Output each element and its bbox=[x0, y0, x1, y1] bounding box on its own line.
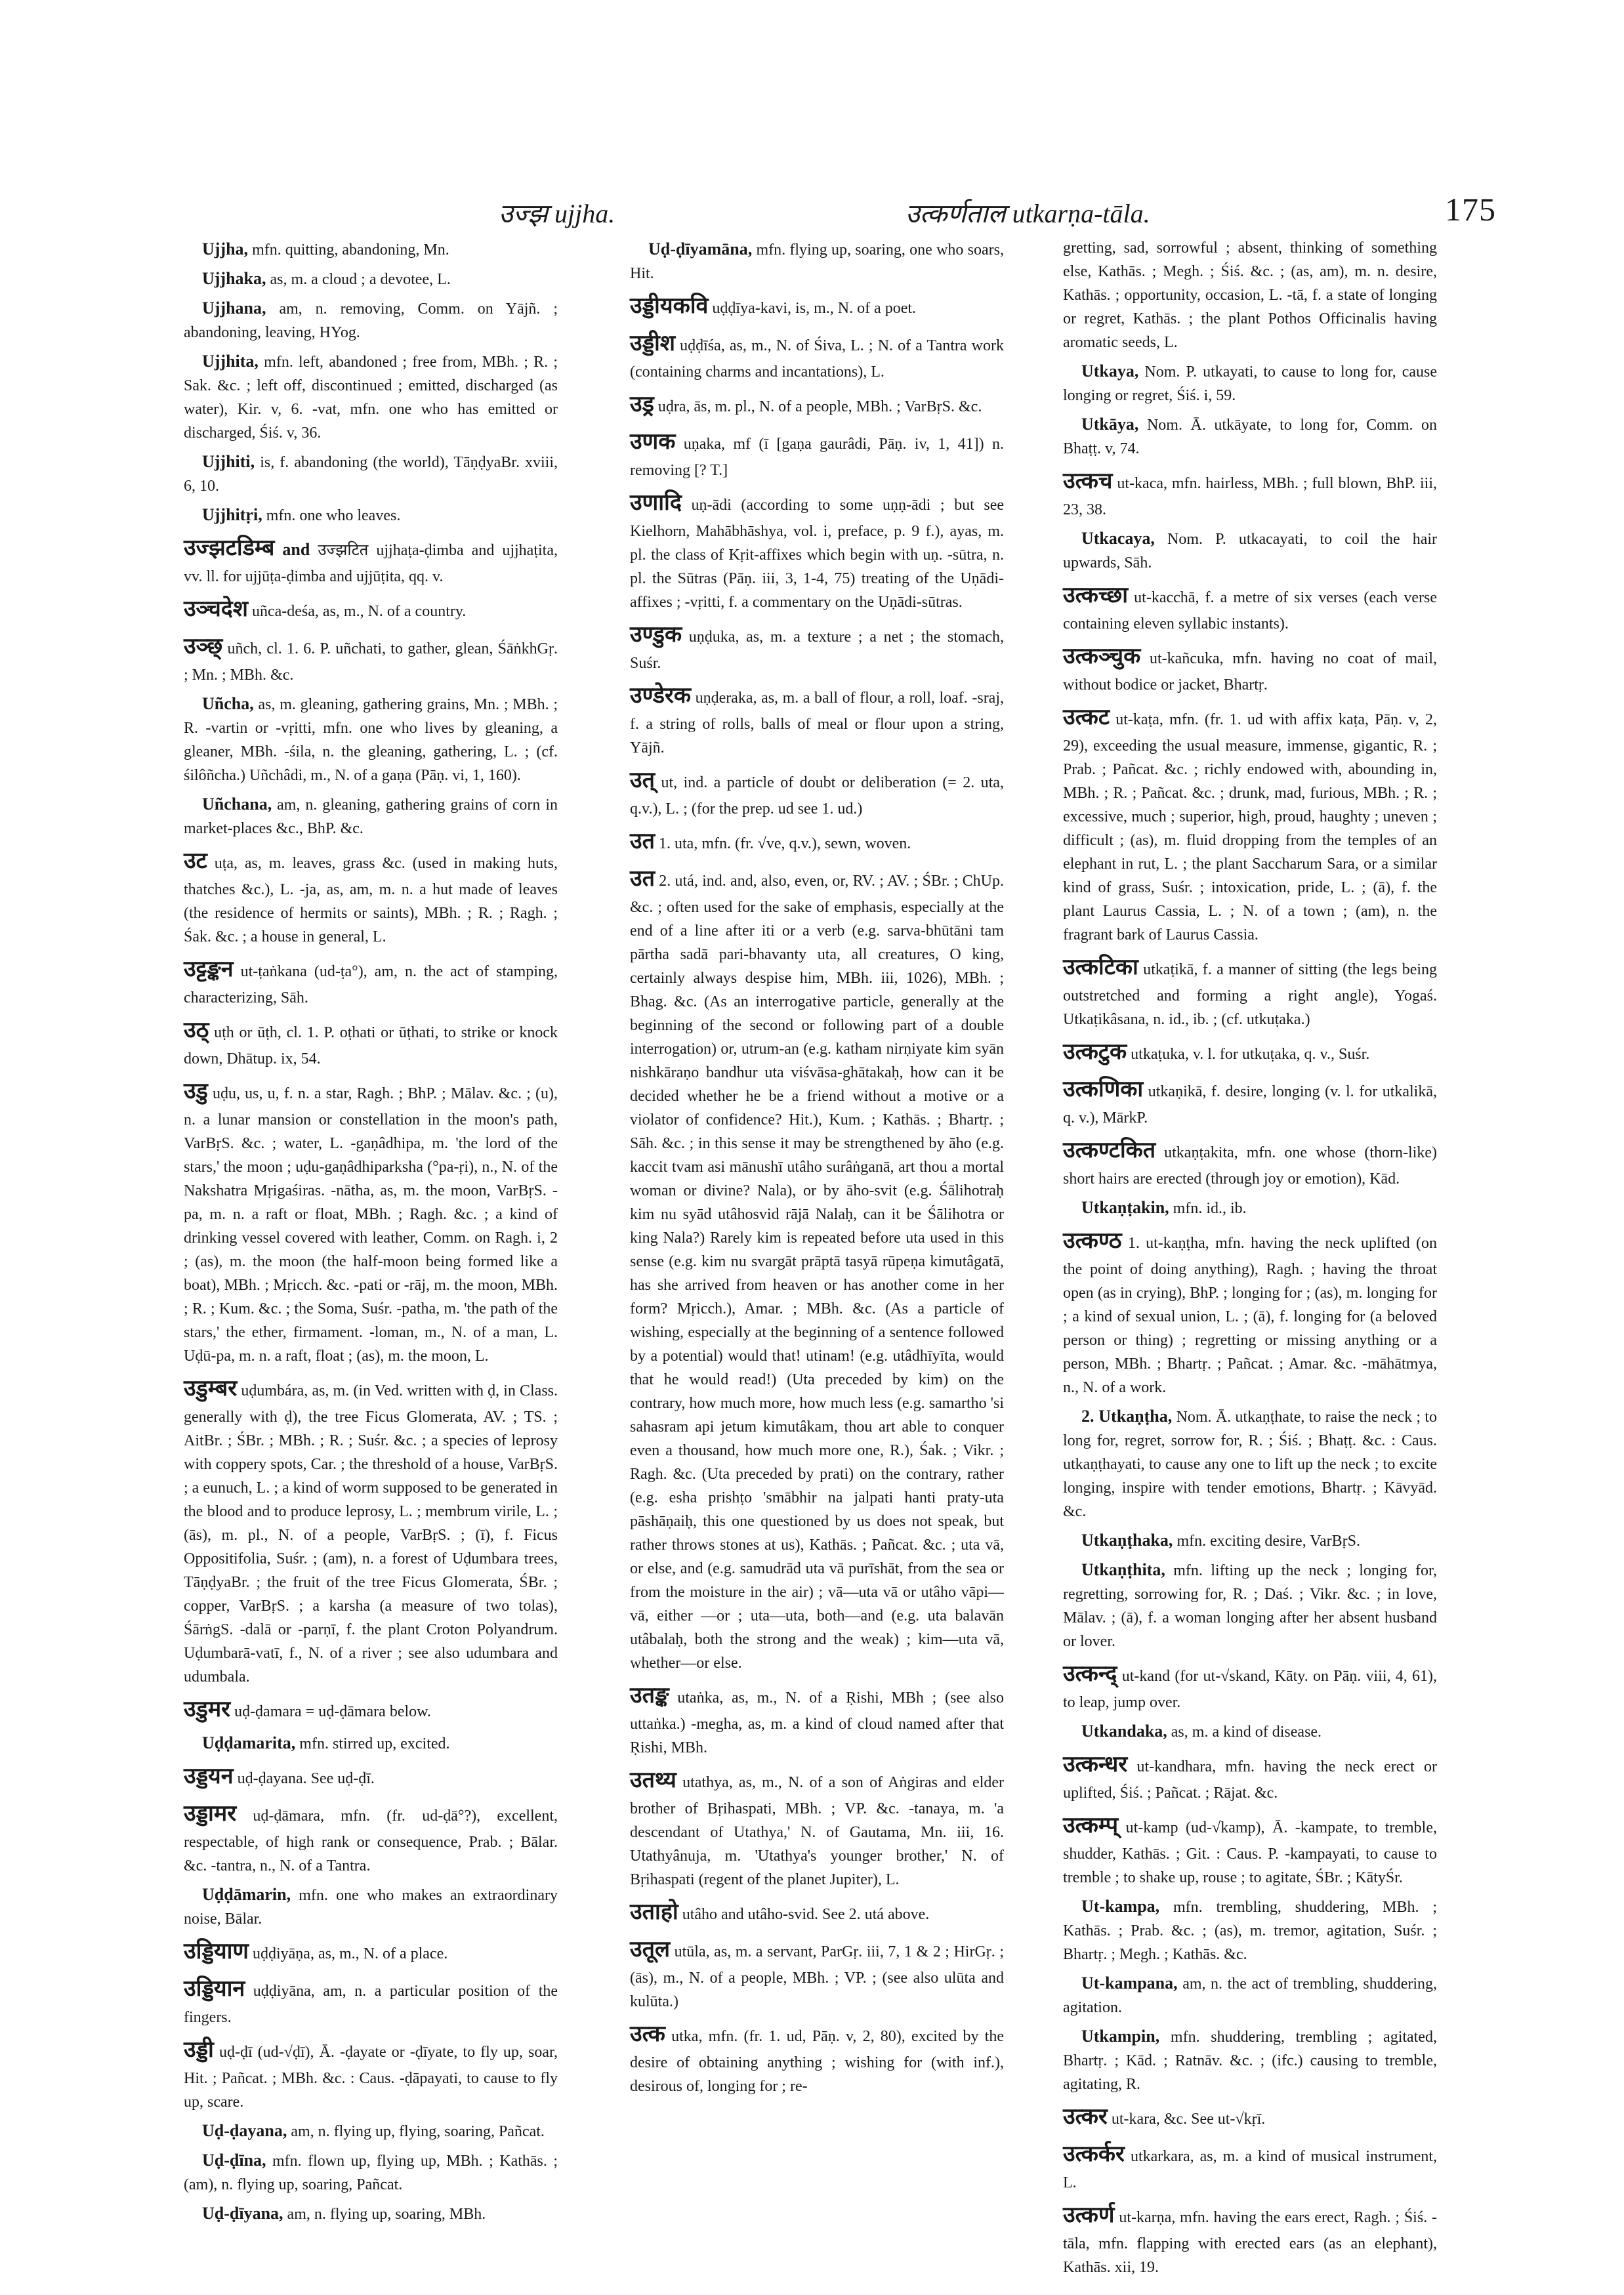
entry-headword: Uñchana, bbox=[202, 795, 272, 814]
entry-definition: उज्झटित ujjhaṭa-ḍimba and ujjhaṭita, vv. ll. for ujjūṭa-ḍimba and ujjūṭita, qq. v. bbox=[184, 542, 558, 585]
dictionary-entry bbox=[1063, 1557, 1437, 1653]
entry-definition: mfn. trembling, shuddering, MBh. ; Kathās. ; Prab. &c. ; (as), m. tremor, agitation, Suśr. ; Bhartṛ. ; Megh. ; Kathās. &c. bbox=[1063, 1899, 1437, 1963]
entry-definition: uṇḍuka, as, m. a texture ; a net ; the stomach, Suśr. bbox=[630, 629, 1004, 672]
devanagari-headword: उत्कण्ठ bbox=[1063, 1228, 1122, 1254]
entry-definition: uḍḍīya-kavi, is, m., N. of a poet. bbox=[712, 300, 917, 317]
entry-definition: is, f. abandoning (the world), TāṇḍyaBr. xviii, 6, 10. bbox=[184, 454, 558, 495]
entry-definition: uṭa, as, m. leaves, grass &c. (used in making huts, thatches &c.), L. -ja, as, am, m. n. a hut made of leaves (the residence of hermits or saints), MBh. ; R. ; Ragh. ; Śak. &c. ; a house in general, L. bbox=[184, 855, 558, 945]
entry-definition: utkaṇṭakita, mfn. one whose (thorn-like) short hairs are erected (through joy or emotion), Kād. bbox=[1063, 1144, 1438, 1188]
dictionary-entry bbox=[184, 236, 558, 262]
dictionary-entry bbox=[184, 1935, 558, 1968]
dictionary-entry bbox=[630, 289, 1004, 323]
dictionary-entry bbox=[630, 825, 1004, 858]
dictionary-entry bbox=[184, 502, 558, 527]
devanagari-headword: उतूल bbox=[630, 1936, 671, 1962]
entry-definition: am, n. gleaning, gathering grains of corn in market-places &c., BhP. &c. bbox=[184, 796, 558, 837]
devanagari-headword: उताहो bbox=[630, 1899, 678, 1925]
dictionary-entry bbox=[184, 791, 558, 840]
dictionary-entry bbox=[184, 1972, 558, 2029]
dictionary-entry bbox=[184, 348, 558, 445]
entry-definition: mfn. shuddering, trembling ; agitated, Bhartṛ. ; Kād. ; Ratnāv. &c. ; (ifc.) causing to tremble, agitating, R. bbox=[1063, 2029, 1438, 2093]
entry-definition: uḍ-ḍāmara, mfn. (fr. ud-ḍā°?), excellent, respectable, of high rank or consequence, Prab. ; Bālar. &c. -tantra, n., N. of a Tantra. bbox=[184, 1808, 558, 1874]
dictionary-entry bbox=[1063, 411, 1437, 461]
devanagari-headword: उञ्चदेश bbox=[184, 596, 248, 622]
dictionary-entry bbox=[1063, 1527, 1437, 1553]
devanagari-headword: उण्डुक bbox=[630, 621, 682, 648]
devanagari-headword: उण्डेरक bbox=[630, 682, 691, 709]
dictionary-entry bbox=[184, 2033, 558, 2114]
entry-headword: Uḍ-ḍayana, bbox=[202, 2121, 287, 2140]
devanagari-headword: उत्कच्छा bbox=[1063, 582, 1129, 608]
entry-definition: ut, ind. a particle of doubt or deliberation (= 2. uta, q.v.), L. ; (for the prep. ud see 1. ud.) bbox=[630, 774, 1005, 817]
entry-definition: am, n. flying up, flying, soaring, Pañcat. bbox=[291, 2123, 545, 2140]
entry-definition: ut-kaṭa, mfn. (fr. 1. ud with affix kaṭa, Pāṇ. v, 2, 29), exceeding the usual measure, immense, gigantic, R. ; Prab. ; Pañcat. &c. ; richly endowed with, abounding in, MBh. ; R. ; Pañcat. &c. ; drunk, mad, furious, MBh. ; R. ; excessive, much ; superior, high, proud, haughty ; uneven ; difficult ; (as), m. fluid dropping from the temples of an elephant in rut, L. ; the plant Saccharum Sara, or a similar kind of grass, Suśr. ; intoxication, pride, L. ; (ā), f. the plant Laurus Cassia, L. ; N. of a town ; (am), n. the fragrant bark of Laurus Cassia. bbox=[1063, 711, 1437, 943]
devanagari-headword: उणादि bbox=[630, 489, 682, 516]
entry-definition: uḍḍiyāṇa, as, m., N. of a place. bbox=[252, 1945, 448, 1962]
dictionary-entry bbox=[1063, 358, 1437, 407]
entry-definition: utkaṭikā, f. a manner of sitting (the legs being outstretched and forming a right angle), Yogaś. Utkaṭikâsana, n. id., ib. ; (cf. utkuṭaka.) bbox=[1063, 961, 1438, 1028]
entry-headword: 2. Utkaṇṭha, bbox=[1081, 1407, 1173, 1426]
entry-definition: uṭh or ūṭh, cl. 1. P. oṭhati or ūṭhati, to strike or knock down, Dhātup. ix, 54. bbox=[184, 1024, 558, 1067]
entry-definition: 1. ut-kaṇṭha, mfn. having the neck uplifted (on the point of doing anything), Ragh. ; having the throat open (as in crying), BhP. ; longing for ; (as), m. longing for ; a kind of sexual union, L. ; (ā), f. longing for (a beloved person or thing) ; regretting or missing anything or a person, MBh. ; Bhartṛ. ; Pañcat. ; Amar. &c. -māhātmya, n., N. of a work. bbox=[1063, 1235, 1438, 1396]
entry-headword: Utkacaya, bbox=[1081, 529, 1155, 548]
devanagari-headword: उड्डीयकवि bbox=[630, 293, 709, 319]
dictionary-entry bbox=[184, 1014, 558, 1071]
entry-headword: Uñcha, bbox=[202, 694, 254, 713]
entry-definition: uḍḍīśa, as, m., N. of Śiva, L. ; N. of a Tantra work (containing charms and incantations), L. bbox=[630, 337, 1004, 381]
entry-definition: uḍumbára, as, m. (in Ved. written with ḍ, in Class. generally with ḍ), the tree Ficus Glomerata, AV. ; TS. ; AitBr. ; ŚBr. ; MBh. ; R. ; Suśr. &c. ; a species of leprosy with coppery spots, Car. ; the threshold of a house, VarBṛS. ; a eunuch, L. ; a kind of worm supposed to be generated in the blood and to produce leprosy, L. ; membrum virile, L. ; (ās), m. pl., N. of a people, VarBṛS. ; (ī), f. Ficus Oppositifolia, Suśr. ; (am), n. a forest of Uḍumbara trees, TāṇḍyaBr. ; the fruit of the tree Ficus Glomerata, ŚBr. ; copper, VarBṛS. ; a karsha (a measure of two tolas), ŚārṅgS. -dalā or -parṇī, f. the plant Croton Polyandrum. Uḍumbarā-vatī, f., N. of a river ; see also udumbara and udumbala. bbox=[184, 1382, 558, 1685]
entry-definition: ut-ṭaṅkana (ud-ṭa°), am, n. the act of stamping, characterizing, Sāh. bbox=[184, 963, 558, 1006]
dictionary-entry bbox=[184, 691, 558, 787]
entry-definition: uñch, cl. 1. 6. P. uñchati, to gather, glean, ŚāṅkhGṛ. ; Mn. ; MBh. &c. bbox=[184, 640, 558, 684]
header-left-guideword: उज्झ ujjha. bbox=[499, 199, 615, 228]
dictionary-entry bbox=[1063, 579, 1437, 636]
dictionary-entry bbox=[630, 764, 1004, 821]
dictionary-entry bbox=[1063, 526, 1437, 575]
dictionary-entry bbox=[184, 1075, 558, 1368]
column-1 bbox=[184, 236, 558, 2223]
entry-definition: am, n. removing, Comm. on Yājñ. ; abandoning, leaving, HYog. bbox=[184, 300, 558, 341]
entry-headword: Ujjhana, bbox=[202, 299, 266, 318]
entry-definition: mfn. one who makes an extraordinary noise, Bālar. bbox=[184, 1887, 558, 1928]
dictionary-entry bbox=[1063, 236, 1437, 354]
entry-definition: ut-kandhara, mfn. having the neck erect or uplifted, Śiś. ; Pañcat. ; Rājat. &c. bbox=[1063, 1758, 1438, 1802]
dictionary-entry bbox=[630, 486, 1004, 614]
devanagari-headword: उडु bbox=[184, 1078, 208, 1104]
devanagari-headword: उठ् bbox=[184, 1017, 209, 1043]
entry-definition: utkarkara, as, m. a kind of musical instrument, L. bbox=[1063, 2148, 1438, 2191]
dictionary-entry bbox=[184, 1730, 558, 1756]
devanagari-headword: उड्डियाण bbox=[184, 1938, 249, 1964]
dictionary-entry bbox=[1063, 640, 1437, 697]
entry-headword: Ut-kampa, bbox=[1081, 1897, 1160, 1916]
entry-definition: utkaṭuka, v. l. for utkuṭaka, q. v., Suśr. bbox=[1131, 1046, 1370, 1063]
dictionary-entry bbox=[630, 1764, 1004, 1892]
dictionary-entry bbox=[630, 1679, 1004, 1760]
devanagari-headword: उतथ्य bbox=[630, 1767, 677, 1793]
dictionary-entry bbox=[1063, 1224, 1437, 1399]
entry-headword: Uḍ-ḍīna, bbox=[202, 2151, 266, 2170]
dictionary-entry bbox=[184, 953, 558, 1010]
dictionary-entry bbox=[630, 618, 1004, 675]
dictionary-entry bbox=[630, 2017, 1004, 2098]
entry-definition: utūla, as, m. a servant, ParGṛ. iii, 7, 1 & 2 ; HirGṛ. ; (ās), m., N. of a people, MBh. ; VP. ; (see also ulūta and kulūta.) bbox=[630, 1943, 1005, 2010]
dictionary-entry bbox=[630, 862, 1004, 1675]
devanagari-headword: उड्डियान bbox=[184, 1975, 245, 2002]
dictionary-entry bbox=[630, 425, 1004, 482]
devanagari-headword: उड्र bbox=[630, 391, 654, 417]
dictionary-entry bbox=[630, 327, 1004, 384]
dictionary-entry bbox=[184, 295, 558, 344]
entry-definition: utka, mfn. (fr. 1. ud, Pāṇ. v, 2, 80), excited by the desire of obtaining anything ; wishing for (with inf.), desirous of, longing for ; re- bbox=[630, 2028, 1004, 2095]
entry-definition: mfn. exciting desire, VarBṛS. bbox=[1176, 1533, 1360, 1550]
entry-headword: Utkaṇṭhita, bbox=[1081, 1560, 1165, 1579]
dictionary-entry bbox=[184, 2201, 558, 2226]
dictionary-entry bbox=[184, 449, 558, 498]
entry-headword: Ujjhiti, bbox=[202, 452, 255, 471]
devanagari-headword: उत्कन्धर bbox=[1063, 1751, 1128, 1777]
devanagari-headword: उट्टङ्कन bbox=[184, 956, 234, 982]
dictionary-entry bbox=[630, 679, 1004, 760]
entry-headword: Utkandaka, bbox=[1081, 1722, 1167, 1741]
dictionary-entry bbox=[1063, 1970, 1437, 2019]
devanagari-headword: उत्क bbox=[630, 2021, 665, 2047]
entry-definition: utaṅka, as, m., N. of a Ṛishi, MBh ; (see also uttaṅka.) -megha, as, m. a kind of cloud named after that Ṛishi, MBh. bbox=[630, 1689, 1005, 1756]
devanagari-headword: उणक bbox=[630, 428, 676, 455]
entry-definition: uḍḍiyāna, am, n. a particular position of the fingers. bbox=[184, 1983, 558, 2026]
entry-definition: ut-kara, &c. See ut-√kṛī. bbox=[1111, 2111, 1266, 2128]
dictionary-entry bbox=[1063, 1657, 1437, 1714]
devanagari-headword: उत्कण्टकित bbox=[1063, 1137, 1156, 1163]
dictionary-entry bbox=[184, 531, 558, 589]
dictionary-entry bbox=[1063, 1718, 1437, 1744]
entry-headword: Uḍḍāmarin, bbox=[202, 1885, 291, 1904]
dictionary-entry bbox=[630, 1933, 1004, 2014]
dictionary-entry bbox=[1063, 1035, 1437, 1069]
dictionary-entry bbox=[1063, 1195, 1437, 1220]
dictionary-entry bbox=[630, 236, 1004, 285]
entry-definition: am, n. the act of trembling, shuddering, agitation. bbox=[1063, 1975, 1438, 2016]
entry-definition: as, m. a kind of disease. bbox=[1171, 1724, 1322, 1741]
entry-definition: mfn. quitting, abandoning, Mn. bbox=[252, 241, 449, 258]
devanagari-headword: उत bbox=[630, 865, 656, 892]
devanagari-headword: उडुमर bbox=[184, 1696, 231, 1722]
entry-definition: uṇ-ādi (according to some uṇṇ-ādi ; but see Kielhorn, Mahābhāshya, vol. i, preface, p. 9 f.), ayas, m. pl. the class of Kṛit-affixes which begin with uṇ. -sūtra, n. pl. the Sūtras (Pāṇ. iii, 3, 1-4, 75) treating of the Uṇādi-affixes ; -vṛitti, f. a commentary on the Uṇādi-sūtras. bbox=[630, 497, 1005, 611]
entry-headword: and bbox=[282, 540, 310, 559]
devanagari-headword: उञ्छ् bbox=[184, 633, 223, 659]
dictionary-entry bbox=[630, 388, 1004, 421]
dictionary-entry bbox=[184, 1760, 558, 1793]
entry-definition: utathya, as, m., N. of a son of Aṅgiras and elder brother of Bṛihaspati, MBh. ; VP. &c. -tanaya, m. 'a descendant of Utathya,' N. of Gautama, Mn. iii, 16. Utathyânuja, m. 'Utathya's younger brother,' N. of Bṛihaspati (regent of the planet Jupiter), L. bbox=[630, 1774, 1005, 1888]
devanagari-headword: उत्कच bbox=[1063, 468, 1113, 494]
entry-headword: Ut-kampana, bbox=[1081, 1974, 1178, 1993]
dictionary-entry bbox=[1063, 1134, 1437, 1191]
devanagari-headword: उत्कम्प् bbox=[1063, 1812, 1119, 1838]
devanagari-headword: उत्कर्ण bbox=[1063, 2202, 1115, 2228]
dictionary-entry bbox=[1063, 2023, 1437, 2096]
dictionary-entry bbox=[1063, 2138, 1437, 2195]
dictionary-entry bbox=[630, 1895, 1004, 1929]
entry-definition: gretting, sad, sorrowful ; absent, thinking of something else, Kathās. ; Megh. ; Śiś. &c. ; (as, am), m. n. desire, Kathās. ; opportunity, occasion, L. -tā, f. a state of longing or regret, Kathās. ; the plant Pothos Officinalis having aromatic seeds, L. bbox=[1063, 239, 1437, 351]
dictionary-entry bbox=[1063, 951, 1437, 1031]
devanagari-headword: उडुम्बर bbox=[184, 1375, 238, 1401]
devanagari-headword: उत्कञ्चुक bbox=[1063, 643, 1141, 669]
entry-headword: Utkampin, bbox=[1081, 2027, 1160, 2046]
dictionary-entry bbox=[184, 2147, 558, 2197]
header-right-guideword: उत्कर्णताल utkarṇa-tāla. bbox=[906, 199, 1150, 228]
dictionary-entry bbox=[1063, 701, 1437, 947]
entry-headword: Ujjhita, bbox=[202, 352, 259, 371]
devanagari-headword: उतङ्क bbox=[630, 1682, 669, 1708]
devanagari-headword: उत् bbox=[630, 767, 656, 793]
devanagari-headword: उज्झटडिम्ब bbox=[184, 535, 275, 561]
devanagari-headword: उत bbox=[630, 828, 656, 854]
devanagari-headword: उड्डी bbox=[184, 2037, 214, 2063]
entry-definition: uṇḍeraka, as, m. a ball of flour, a roll, loaf. -sraj, f. a string of rolls, balls of meal or flour upon a string, Yājñ. bbox=[630, 690, 1005, 756]
dictionary-entry bbox=[1063, 465, 1437, 522]
entry-headword: Ujjhitṛi, bbox=[202, 505, 262, 524]
entry-headword: Uḍḍamarita, bbox=[202, 1733, 296, 1752]
entry-headword: Uḍ-ḍīyana, bbox=[202, 2204, 283, 2223]
devanagari-headword: उड्डीश bbox=[630, 330, 675, 356]
devanagari-headword: उत्कन्द् bbox=[1063, 1661, 1117, 1687]
entry-definition: 1. uta, mfn. (fr. √ve, q.v.), sewn, woven. bbox=[659, 835, 911, 852]
entry-definition: mfn. flying up, soaring, one who soars, Hit. bbox=[630, 241, 1004, 282]
dictionary-entry bbox=[1063, 1748, 1437, 1805]
entry-headword: Uḍ-ḍīyamāna, bbox=[648, 239, 753, 258]
dictionary-entry bbox=[184, 1882, 558, 1931]
page-number: 175 bbox=[1445, 191, 1496, 228]
entry-definition: mfn. left, abandoned ; free from, MBh. ; R. ; Sak. &c. ; left off, discontinued ; emitted, discharged (as water), Kir. v, 6. -vat, mfn. one who has emitted or discharged, Śiś. v, 36. bbox=[184, 354, 558, 442]
devanagari-headword: उत्कणिका bbox=[1063, 1076, 1144, 1102]
entry-definition: ut-kamp (ud-√kamp), Ā. -kampate, to tremble, shudder, Kathās. ; Git. : Caus. P. -kampayati, to cause to tremble ; to shake up, rouse ; to agitate, ŚBr. ; KātyŚr. bbox=[1063, 1819, 1437, 1886]
dictionary-entry bbox=[184, 2118, 558, 2143]
entry-definition: Nom. Ā. utkāyate, to long for, Comm. on Bhaṭṭ. v, 74. bbox=[1063, 417, 1438, 457]
entry-definition: uḍra, ās, m. pl., N. of a people, MBh. ; VarBṛS. &c. bbox=[657, 398, 982, 415]
dictionary-entry bbox=[1063, 2199, 1437, 2279]
entry-definition: uḍ-ḍayana. See uḍ-ḍī. bbox=[237, 1770, 375, 1787]
dictionary-entry bbox=[1063, 1809, 1437, 1890]
entry-headword: Ujjha, bbox=[202, 239, 249, 258]
entry-definition: Nom. Ā. utkaṇṭhate, to raise the neck ; to long for, regret, sorrow for, R. ; Śiś. ; Bhaṭṭ. &c. : Caus. utkaṇṭhayati, to cause any one to lift up the neck ; to excite longing, inspire with tender emotions, Bhartṛ. ; Kāvyād. &c. bbox=[1063, 1409, 1437, 1520]
dictionary-entry bbox=[184, 630, 558, 687]
column-3 bbox=[1063, 236, 1438, 2276]
entry-definition: 2. utá, ind. and, also, even, or, RV. ; AV. ; ŚBr. ; ChUp. &c. ; often used for the sake of emphasis, especially at the end of a line after iti or a verb (e.g. sarva-bhūtāni tam pārtha sadā pari-bhavanty uta, all creatures, O king, certainly always despise him, MBh. iii, 1026), MBh. ; Bhag. &c. (As an interrogative particle, generally at the beginning of the second or following part of a double interrogation) or, utrum-an (e.g. katham nirṇiyate kim syān nishkāraṇo bandhur uta viśvāsa-ghātakaḥ, how can it be decided whether he be a friend without a motive or a violator of confidence? Hit.), Kum. ; Kathās. ; Bhartṛ. ; Sāh. &c. ; in this sense it may be strengthened by āho (e.g. kaccit tvam asi mānushī utâho surâṅganā, art thou a mortal woman or divine? Nala), or by āho-svit (e.g. Śālihotraḥ kim nu syād utâhosvid rājā Nalaḥ, can it be Śālihotra or king Nala?) Rarely kim is repeated before uta used in this sense (e.g. kim nu svargāt prāptā tasyā rūpeṇa kimutâgatā, has she arrived from heaven or has another come in her form? Mṛicch.), Amar. ; MBh. &c. (As a particle of wishing, especially at the beginning of a sentence followed by a potential) would that! utinam! (e.g. utâdhīyīta, would that he would read!) (Uta preceded by kim) on the contrary, how much more, how much less (e.g. samartho 'si sahasram api jetum kimutâkam, thou art able to conquer even a thousand, how much more one, R.), Śak. ; Vikr. ; Ragh. &c. (Uta preceded by prati) on the contrary, rather (e.g. esha prishṭo 'smābhir na jalpati hanti praty-uta pāshāṇaiḥ, this one questioned by us does not speak, but rather throws stones at us), Kathās. ; Pañcat. &c. ; uta vā, or else, and (e.g. samudrād uta vā purīshāt, from the sea or from the moisture in the air) ; vā—uta vā or utâho vāpi—vā, either —or ; uta—uta, both—and (e.g. uta balavān utâbalaḥ, both the strong and the weak) ; kim—uta vā, whether—or else. bbox=[630, 873, 1004, 1672]
entry-definition: mfn. lifting up the neck ; longing for, regretting, sorrowing for, R. ; Daś. ; Vikr. &c. ; in love, Mālav. ; (ā), f. a woman longing after her absent husband or lover. bbox=[1063, 1562, 1438, 1650]
entry-definition: ut-kand (for ut-√skand, Kāty. on Pāṇ. viii, 4, 61), to leap, jump over. bbox=[1063, 1668, 1438, 1711]
devanagari-headword: उड्डयन bbox=[184, 1763, 234, 1789]
entry-definition: utkaṇikā, f. desire, longing (v. l. for utkalikā, q. v.), MārkP. bbox=[1063, 1083, 1437, 1127]
entry-definition: uḍ-ḍamara = uḍ-ḍāmara below. bbox=[234, 1703, 431, 1720]
dictionary-entry bbox=[184, 844, 558, 949]
entry-headword: Ujjhaka, bbox=[202, 269, 266, 288]
column-2 bbox=[630, 236, 1004, 2218]
entry-definition: uḍu, us, u, f. n. a star, Ragh. ; BhP. ; Mālav. &c. ; (u), n. a lunar mansion or constellation in the moon's path, VarBṛS. &c. ; water, L. -gaṇâdhipa, m. 'the lord of the stars,' the moon ; uḍu-gaṇâdhiparksha (°pa-ṛi), n., N. of the Nakshatra Mṛigaśiras. -nātha, as, m. the moon, VarBṛS. -pa, m. n. a raft or float, MBh. ; Ragh. &c. ; a kind of drinking vessel covered with leather, Comm. on Ragh. i, 2 ; (as), m. the moon (the half-moon being formed like a boat), MBh. ; Mṛicch. &c. -pati or -rāj, m. the moon, MBh. ; R. ; Kum. &c. ; the Soma, Suśr. -patha, m. 'the path of the stars,' the ether, firmament. -loman, m., N. of a man, L. Uḍū-pa, m. n. a raft, float ; (as), m. the moon, L. bbox=[184, 1085, 558, 1365]
entry-headword: Utkaṇṭhaka, bbox=[1081, 1531, 1173, 1550]
entry-definition: mfn. stirred up, excited. bbox=[299, 1735, 450, 1752]
dictionary-entry bbox=[184, 1372, 558, 1689]
devanagari-headword: उत्कर्कर bbox=[1063, 2141, 1125, 2167]
dictionary-entry bbox=[1063, 1893, 1437, 1966]
devanagari-headword: उत्कर bbox=[1063, 2103, 1108, 2130]
entry-definition: as, m. a cloud ; a devotee, L. bbox=[270, 271, 451, 288]
entry-definition: am, n. flying up, soaring, MBh. bbox=[287, 2206, 486, 2223]
entry-definition: ut-kacchā, f. a metre of six verses (each verse containing eleven syllabic instants). bbox=[1063, 589, 1438, 632]
entry-definition: ut-kañcuka, mfn. having no coat of mail, without bodice or jacket, Bhartṛ. bbox=[1063, 650, 1438, 693]
dictionary-entry bbox=[184, 266, 558, 291]
dictionary-entry bbox=[184, 1797, 558, 1878]
dictionary-entry bbox=[184, 592, 558, 626]
entry-headword: Utkaya, bbox=[1081, 362, 1139, 381]
entry-definition: mfn. id., ib. bbox=[1173, 1200, 1247, 1217]
entry-definition: uṇaka, mf (ī [gaṇa gaurâdi, Pāṇ. iv, 1, 41]) n. removing [? T.] bbox=[630, 436, 1005, 479]
entry-definition: Nom. P. utkacayati, to coil the hair upwards, Sāh. bbox=[1063, 531, 1438, 571]
devanagari-headword: उड्डामर bbox=[184, 1800, 237, 1827]
entry-definition: ut-karṇa, mfn. having the ears erect, Ragh. ; Śiś. -tāla, mfn. flapping with erected ears (as an elephant), Kathās. xii, 19. bbox=[1063, 2209, 1438, 2276]
entry-definition: mfn. flown up, flying up, MBh. ; Kathās. ; (am), n. flying up, soaring, Pañcat. bbox=[184, 2153, 558, 2193]
dictionary-entry bbox=[1063, 1073, 1437, 1130]
entry-definition: as, m. gleaning, gathering grains, Mn. ; MBh. ; R. -vartin or -vṛitti, mfn. one who lives by gleaning, a gleaner, MBh. -śila, n. the gleaning, gathering, L. ; (cf. śilôñcha.) Uñchâdi, m., N. of a gaṇa (Pāṇ. vi, 1, 160). bbox=[184, 696, 558, 784]
dictionary-entry bbox=[1063, 2100, 1437, 2134]
dictionary-entry bbox=[1063, 1403, 1437, 1523]
entry-definition: Nom. P. utkayati, to cause to long for, cause longing or regret, Śiś. i, 59. bbox=[1063, 363, 1437, 404]
entry-headword: Utkāya, bbox=[1081, 415, 1139, 434]
entry-definition: mfn. one who leaves. bbox=[266, 507, 401, 524]
entry-definition: ut-kaca, mfn. hairless, MBh. ; full blown, BhP. iii, 23, 38. bbox=[1063, 475, 1437, 518]
devanagari-headword: उत्कटुक bbox=[1063, 1039, 1127, 1065]
devanagari-headword: उट bbox=[184, 848, 207, 874]
devanagari-headword: उत्कट bbox=[1063, 704, 1110, 730]
devanagari-headword: उत्कटिका bbox=[1063, 954, 1138, 980]
entry-headword: Utkaṇṭakin, bbox=[1081, 1198, 1169, 1217]
entry-definition: uñca-deśa, as, m., N. of a country. bbox=[251, 603, 467, 620]
entry-definition: uḍ-ḍī (ud-√ḍī), Ā. -ḍayate or -ḍīyate, to fly up, soar, Hit. ; Pañcat. ; MBh. &c. : Caus. -ḍāpayati, to cause to fly up, scare. bbox=[184, 2044, 558, 2111]
entry-definition: utâho and utâho-svid. See 2. utá above. bbox=[682, 1906, 930, 1923]
running-header bbox=[184, 191, 1496, 240]
dictionary-entry bbox=[184, 1693, 558, 1726]
